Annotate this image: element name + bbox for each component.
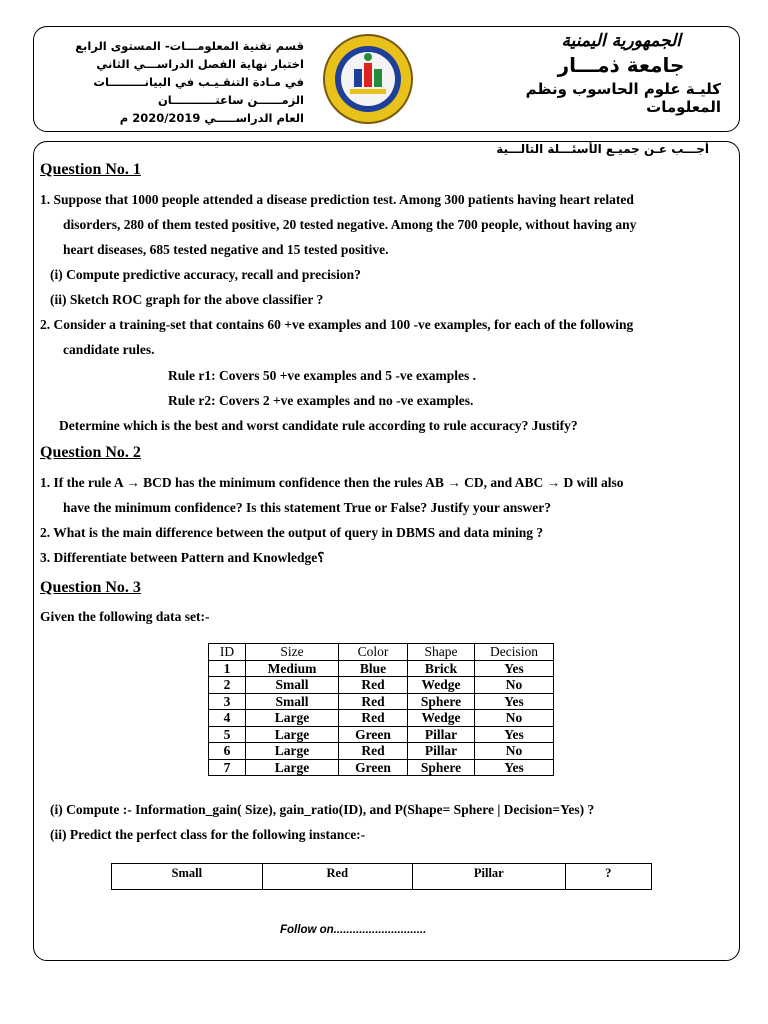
- cell: Red: [339, 677, 408, 694]
- info-line: الزمــــــن ساعتـــــــــــان: [157, 93, 304, 107]
- table-row: [209, 726, 554, 743]
- q2-line: 1. If the rule A → BCD has the minimum confidence then the rules AB → CD, and ABC → D will also: [40, 475, 624, 490]
- col-header: Shape: [408, 644, 475, 661]
- q3-intro: Given the following data set:-: [40, 609, 210, 624]
- college-name: كليـة علوم الحاسوب ونظم المعلومات: [525, 80, 721, 116]
- cell: 4: [209, 710, 246, 727]
- info-line: في مـادة التنقـيـب في البيانـــــــــات: [93, 75, 304, 89]
- exam-info: [44, 37, 304, 127]
- q3-task-1: (i) Compute :- Information_gain( Size), gain_ratio(ID), and P(Shape= Sphere | Decision=Yes) ?: [50, 802, 595, 817]
- cell: Yes: [475, 726, 554, 743]
- cell: 6: [209, 743, 246, 760]
- question-2-heading: Question No. 2: [40, 444, 141, 461]
- q1-line: 2. Consider a training-set that contains 60 +ve examples and 100 -ve examples, for each of the following: [40, 317, 634, 332]
- cell: Pillar: [413, 864, 566, 890]
- table-row: [209, 693, 554, 710]
- cell: Sphere: [408, 693, 475, 710]
- university-name: جامعة ذمـــار: [557, 53, 685, 77]
- table-row: [112, 864, 652, 890]
- cell: 2: [209, 677, 246, 694]
- table-row: [209, 759, 554, 776]
- col-header: Size: [246, 644, 339, 661]
- q1-line: Determine which is the best and worst candidate rule according to rule accuracy? Justify?: [59, 418, 578, 433]
- cell: Sphere: [408, 759, 475, 776]
- cell: Red: [262, 864, 412, 890]
- cell: ?: [565, 864, 651, 890]
- info-line: العام الدراســـــي 2020/2019 م: [119, 111, 304, 125]
- q1-line: heart diseases, 685 tested negative and 15 tested positive.: [63, 242, 389, 257]
- cell: Large: [246, 726, 339, 743]
- cell: Small: [246, 693, 339, 710]
- cell: Small: [112, 864, 263, 890]
- table-row: [209, 710, 554, 727]
- cell: 3: [209, 693, 246, 710]
- q2-line: have the minimum confidence? Is this statement True or False? Justify your answer?: [63, 500, 551, 515]
- exam-header: [33, 26, 740, 132]
- question-1-heading: Question No. 1: [40, 161, 141, 178]
- table-row: [209, 743, 554, 760]
- cell: Small: [246, 677, 339, 694]
- cell: Yes: [475, 759, 554, 776]
- table-row: [209, 660, 554, 677]
- col-header: ID: [209, 644, 246, 661]
- cell: Medium: [246, 660, 339, 677]
- dataset-table: [208, 643, 554, 776]
- cell: Yes: [475, 693, 554, 710]
- cell: Green: [339, 726, 408, 743]
- cell: Pillar: [408, 743, 475, 760]
- question-3-heading: Question No. 3: [40, 579, 141, 596]
- cell: Large: [246, 759, 339, 776]
- cell: Red: [339, 743, 408, 760]
- q1-line: (i) Compute predictive accuracy, recall and precision?: [50, 267, 361, 282]
- university-title: [461, 31, 721, 116]
- q2-line: 3. Differentiate between Pattern and Knowledge؟: [40, 550, 325, 565]
- cell: Yes: [475, 660, 554, 677]
- cell: Blue: [339, 660, 408, 677]
- exam-body: [33, 141, 740, 961]
- cell: Red: [339, 693, 408, 710]
- q1-line: candidate rules.: [63, 342, 155, 357]
- cell: 1: [209, 660, 246, 677]
- q3-task-2: (ii) Predict the perfect class for the following instance:-: [50, 827, 366, 842]
- q1-line: (ii) Sketch ROC graph for the above classifier ?: [50, 292, 324, 307]
- table-header-row: [209, 644, 554, 661]
- q2-line: 2. What is the main difference between the output of query in DBMS and data mining ?: [40, 525, 544, 540]
- info-line: اختبار نهاية الفصل الدراســـي الثاني: [96, 57, 304, 71]
- info-line: قسم تقنية المعلومـــات- المستوى الرابع: [75, 39, 304, 53]
- col-header: Decision: [475, 644, 554, 661]
- cell: Red: [339, 710, 408, 727]
- cell: 5: [209, 726, 246, 743]
- rule-r2: Rule r2: Covers 2 +ve examples and no -ve examples.: [168, 393, 474, 408]
- table-row: [209, 677, 554, 694]
- instruction: أجـــب عـن جميـع الأسئـــلة التالـــية: [496, 142, 709, 156]
- cell: Wedge: [408, 710, 475, 727]
- col-header: Color: [339, 644, 408, 661]
- cell: Green: [339, 759, 408, 776]
- follow-on-note: Follow on.............................: [280, 924, 427, 936]
- q1-line: 1. Suppose that 1000 people attended a disease prediction test. Among 300 patients having heart related: [40, 192, 634, 207]
- rule-r1: Rule r1: Covers 50 +ve examples and 5 -ve examples .: [168, 368, 477, 383]
- cell: No: [475, 710, 554, 727]
- cell: Large: [246, 743, 339, 760]
- instance-table: [111, 863, 652, 890]
- cell: Pillar: [408, 726, 475, 743]
- university-logo: [322, 33, 414, 125]
- cell: No: [475, 743, 554, 760]
- cell: Wedge: [408, 677, 475, 694]
- q1-line: disorders, 280 of them tested positive, 20 tested negative. Among the 700 people, without having any: [63, 217, 637, 232]
- cell: Brick: [408, 660, 475, 677]
- cell: Large: [246, 710, 339, 727]
- republic-name: الجمهورية اليمنية: [561, 31, 681, 51]
- cell: 7: [209, 759, 246, 776]
- cell: No: [475, 677, 554, 694]
